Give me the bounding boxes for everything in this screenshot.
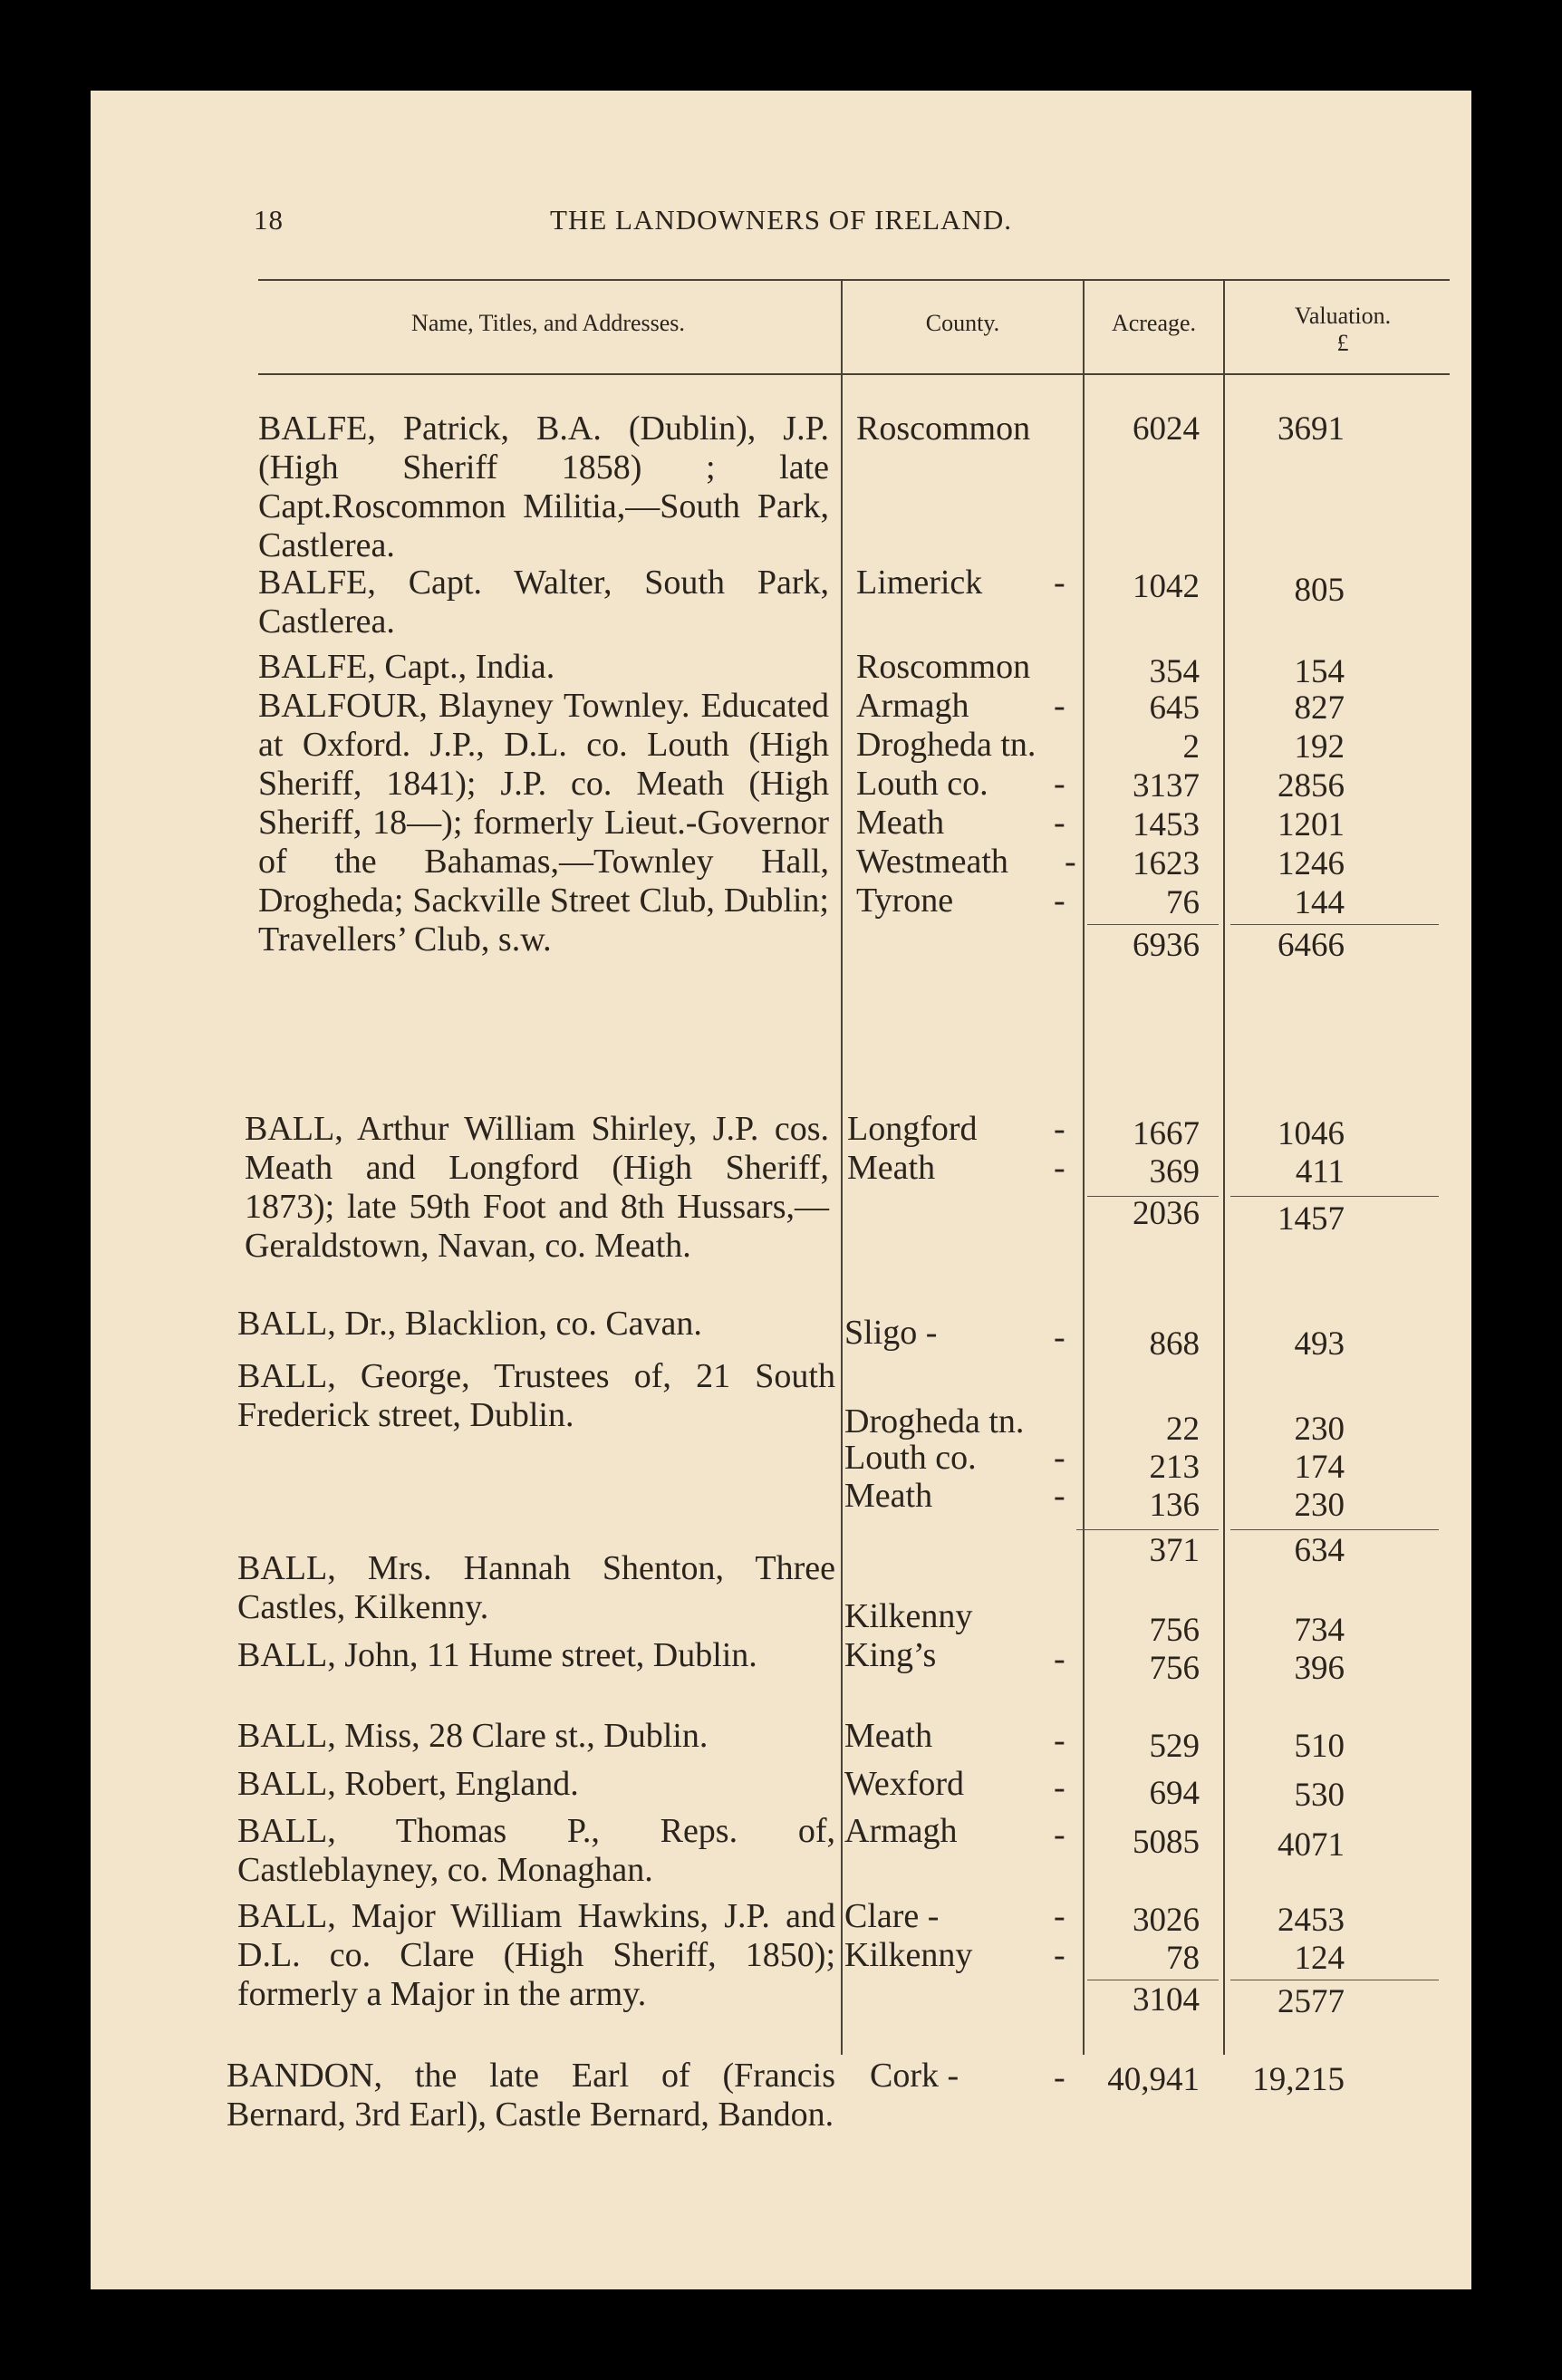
county-cell: Cork -	[870, 2057, 959, 2095]
acreage-cell: 22	[1166, 1411, 1200, 1448]
total-rule	[1230, 924, 1439, 925]
acreage-cell: 1453	[1133, 806, 1200, 843]
entry-name: BALFE, Capt., India.	[258, 648, 555, 686]
valuation-total: 2577	[1278, 1983, 1345, 2020]
county-cell: Westmeath	[856, 843, 1008, 881]
entry-name: BALL, Major William Hawkins, J.P. and D.L. co. Clare (High Sheriff, 1850); formerly a Major in the army.	[237, 1897, 835, 2013]
county-cell: Wexford	[844, 1765, 964, 1803]
acreage-cell: 694	[1149, 1775, 1200, 1812]
total-rule	[1076, 1529, 1219, 1530]
valuation-cell: 734	[1294, 1612, 1345, 1649]
county-cell: Louth co.	[844, 1439, 977, 1477]
entry-name: BALL, John, 11 Hume street, Dublin.	[237, 1636, 757, 1674]
acreage-cell: 3137	[1133, 767, 1200, 805]
acreage-cell: 369	[1149, 1153, 1200, 1190]
entry-name: BALL, Mrs. Hannah Shenton, Three Castles, Kilkenny.	[237, 1549, 835, 1626]
entry-name: BALL, Dr., Blacklion, co. Cavan.	[237, 1305, 702, 1343]
acreage-cell: 40,941	[1107, 2061, 1200, 2098]
page-title: THE LANDOWNERS OF IRELAND.	[550, 204, 1012, 236]
county-cell: Meath	[844, 1477, 933, 1515]
leader-dash: -	[1054, 1318, 1065, 1356]
valuation-cell: 124	[1294, 1940, 1345, 1977]
entry-name: BALL, Robert, England.	[237, 1765, 579, 1803]
acreage-cell: 78	[1166, 1940, 1200, 1977]
county-cell: Drogheda tn.	[844, 1402, 1025, 1441]
entry-name: BALFOUR, Blayney Townley. Educated at Oxford. J.P., D.L. co. Louth (High Sheriff, 1841); J.P. co. Meath (High Sheriff, 18—); formerly Lieut.-Governor of the Bahamas,—Townley Hall, Drogheda; Sackville Street Club, Dublin; Travellers’ Club, s.w.	[258, 687, 829, 959]
leader-dash: -	[1054, 882, 1065, 920]
valuation-cell: 2453	[1278, 1902, 1345, 1939]
entry-name: BALL, Arthur William Shirley, J.P. cos. Meath and Longford (High Sheriff, 1873); late 59th Foot and 8th Hussars,—Geraldstown, Navan, co. Meath.	[245, 1110, 829, 1265]
leader-dash: -	[1065, 843, 1076, 881]
entry-name: BALL, Thomas P., Reps. of, Castleblayney, co. Monaghan.	[237, 1812, 835, 1889]
county-cell: Kilkenny	[844, 1597, 973, 1635]
acreage-cell: 136	[1149, 1487, 1200, 1524]
acreage-cell: 1623	[1133, 845, 1200, 882]
acreage-cell: 213	[1149, 1449, 1200, 1486]
acreage-cell: 529	[1149, 1728, 1200, 1765]
valuation-cell: 154	[1294, 653, 1345, 690]
county-cell: Armagh	[856, 687, 969, 725]
acreage-cell: 3026	[1133, 1902, 1200, 1939]
valuation-cell: 396	[1294, 1650, 1345, 1687]
valuation-cell: 2856	[1278, 767, 1345, 805]
valuation-cell: 144	[1294, 884, 1345, 921]
valuation-cell: 530	[1294, 1777, 1345, 1814]
acreage-total: 371	[1149, 1532, 1200, 1569]
column-header-county: County.	[925, 310, 1000, 336]
valuation-total: 1457	[1278, 1200, 1345, 1238]
total-rule	[1230, 1196, 1439, 1197]
header-bottom-rule	[258, 373, 1450, 375]
page-number: 18	[254, 204, 284, 236]
acreage-cell: 5085	[1133, 1824, 1200, 1861]
entry-name: BANDON, the late Earl of (Francis Bernard, 3rd Earl), Castle Bernard, Bandon.	[227, 2057, 835, 2134]
total-rule	[1087, 924, 1219, 925]
currency-symbol: £	[1336, 330, 1349, 356]
acreage-cell: 354	[1149, 653, 1200, 690]
valuation-cell: 174	[1294, 1449, 1345, 1486]
county-cell: Roscommon	[856, 648, 1031, 686]
valuation-cell: 827	[1294, 689, 1345, 727]
leader-dash: -	[1054, 1768, 1065, 1807]
valuation-cell: 3691	[1278, 410, 1345, 448]
valuation-cell: 1246	[1278, 845, 1345, 882]
valuation-cell: 805	[1294, 572, 1345, 609]
valuation-cell: 1046	[1278, 1115, 1345, 1152]
county-cell: Clare -	[844, 1897, 940, 1935]
valuation-cell: 230	[1294, 1411, 1345, 1448]
entry-name: BALL, George, Trustees of, 21 South Frederick street, Dublin.	[237, 1357, 835, 1434]
acreage-cell: 1042	[1133, 568, 1200, 605]
acreage-total: 2036	[1133, 1195, 1200, 1232]
valuation-total: 6466	[1278, 927, 1345, 964]
leader-dash: -	[1054, 1640, 1065, 1678]
total-rule	[1230, 1529, 1439, 1530]
entry-name: BALL, Miss, 28 Clare st., Dublin.	[237, 1717, 709, 1755]
valuation-cell: 510	[1294, 1728, 1345, 1765]
leader-dash: -	[1054, 1816, 1065, 1854]
leader-dash: -	[1054, 1721, 1065, 1759]
county-cell: Kilkenny	[844, 1936, 973, 1974]
leader-dash: -	[1054, 1110, 1065, 1148]
acreage-total: 6936	[1133, 927, 1200, 964]
column-header-valuation: Valuation.	[1294, 303, 1392, 329]
column-header-acreage: Acreage.	[1111, 310, 1197, 336]
acreage-cell: 645	[1149, 689, 1200, 727]
county-cell: King’s	[844, 1636, 937, 1674]
leader-dash: -	[1054, 1477, 1065, 1515]
leader-dash: -	[1054, 804, 1065, 842]
acreage-cell: 1667	[1133, 1115, 1200, 1152]
valuation-cell: 192	[1294, 728, 1345, 766]
leader-dash: -	[1054, 1936, 1065, 1974]
entry-name: BALFE, Capt. Walter, South Park, Castlerea.	[258, 564, 829, 641]
acreage-total: 3104	[1133, 1981, 1200, 2019]
table-top-rule	[258, 279, 1450, 281]
leader-dash: -	[1054, 1149, 1065, 1187]
book-page	[91, 91, 1471, 2289]
county-cell: Longford	[847, 1110, 978, 1148]
leader-dash: -	[1054, 765, 1065, 803]
county-cell: Tyrone	[856, 882, 954, 920]
county-cell: Louth co.	[856, 765, 988, 803]
column-divider-1	[841, 279, 843, 2055]
leader-dash: -	[1054, 564, 1065, 602]
valuation-total: 634	[1294, 1532, 1345, 1569]
entry-name: BALFE, Patrick, B.A. (Dublin), J.P. (High Sheriff 1858) ; late Capt.Roscommon Militia,—South Park, Castlerea.	[258, 410, 829, 564]
county-cell: Meath	[844, 1717, 933, 1755]
valuation-cell: 4071	[1278, 1826, 1345, 1864]
valuation-cell: 493	[1294, 1325, 1345, 1363]
acreage-cell: 6024	[1133, 410, 1200, 448]
column-header-name: Name, Titles, and Addresses.	[411, 310, 685, 336]
county-cell: Limerick	[856, 564, 983, 602]
leader-dash: -	[1054, 1439, 1065, 1477]
county-cell: Meath	[856, 804, 945, 842]
county-cell: Roscommon	[856, 410, 1031, 448]
running-head	[91, 204, 1471, 240]
county-cell: Drogheda tn.	[856, 726, 1037, 764]
leader-dash: -	[1054, 1897, 1065, 1935]
acreage-cell: 756	[1149, 1612, 1200, 1649]
leader-dash: -	[1054, 687, 1065, 725]
acreage-cell: 756	[1149, 1650, 1200, 1687]
valuation-cell: 230	[1294, 1487, 1345, 1524]
acreage-cell: 2	[1182, 728, 1200, 766]
valuation-cell: 19,215	[1252, 2061, 1345, 2098]
valuation-cell: 1201	[1278, 806, 1345, 843]
county-cell: Armagh	[844, 1812, 958, 1850]
acreage-cell: 76	[1166, 884, 1200, 921]
acreage-cell: 868	[1149, 1325, 1200, 1363]
valuation-cell: 411	[1295, 1153, 1345, 1190]
county-cell: Meath	[847, 1149, 936, 1187]
county-cell: Sligo -	[844, 1314, 938, 1352]
leader-dash: -	[1054, 2058, 1065, 2096]
